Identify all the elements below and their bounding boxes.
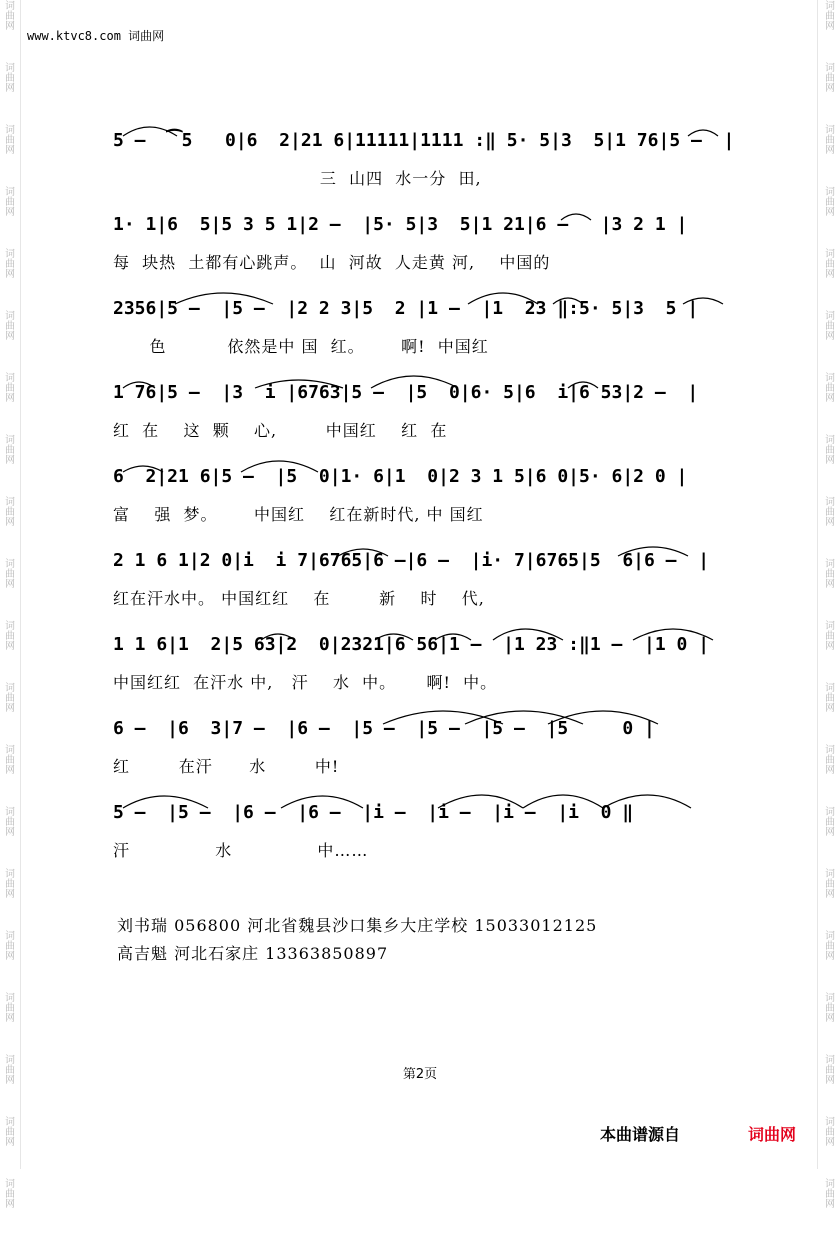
watermark-glyph: 网	[825, 269, 835, 280]
watermark-glyph: 曲	[825, 445, 835, 456]
watermark-glyph: 网	[5, 21, 15, 32]
watermark-glyph: 词	[825, 435, 835, 446]
watermark-unit	[823, 992, 837, 1054]
watermark-glyph: 曲	[825, 321, 835, 332]
score-row-notes: 1· 1|6 5|5 3 5 1|2 – |5· 5|3 5|1 21|6 – |3 2 1 |	[113, 214, 688, 235]
watermark-unit	[823, 1116, 837, 1178]
watermark-glyph: 词	[5, 559, 15, 570]
watermark-unit	[823, 186, 837, 248]
watermark-glyph: 词	[5, 621, 15, 632]
watermark-glyph: 曲	[825, 1189, 835, 1200]
watermark-unit	[3, 0, 17, 62]
watermark-glyph: 词	[5, 373, 15, 384]
watermark-glyph: 曲	[825, 693, 835, 704]
watermark-unit	[823, 0, 837, 62]
watermark-glyph: 词	[825, 1, 835, 12]
watermark-glyph: 曲	[5, 1127, 15, 1138]
watermark-glyph: 网	[5, 145, 15, 156]
watermark-unit	[823, 1178, 837, 1240]
page-number: 第2页	[402, 1067, 438, 1082]
watermark-glyph: 词	[825, 249, 835, 260]
watermark-glyph: 词	[5, 497, 15, 508]
score-row-4-notes	[113, 372, 763, 414]
watermark-glyph: 词	[825, 559, 835, 570]
watermark-glyph: 网	[5, 1137, 15, 1148]
watermark-unit	[3, 620, 17, 682]
watermark-glyph: 词	[5, 807, 15, 818]
watermark-glyph: 曲	[825, 197, 835, 208]
watermark-glyph: 网	[5, 889, 15, 900]
score-row-notes: 2 1 6 1|2 0|i i 7|6765|6 –|6 – |i· 7|6765|5 6|6 – |	[113, 550, 710, 571]
watermark-unit	[3, 1116, 17, 1178]
score-row-notes: 2356|5 – |5 – |2 2 3|5 2 |1 – |1 23 ‖:5· 5|3 5 |	[113, 298, 699, 319]
left-watermark-strip	[3, 0, 17, 1210]
watermark-glyph: 曲	[825, 259, 835, 270]
watermark-glyph: 词	[825, 125, 835, 136]
watermark-glyph: 网	[5, 517, 15, 528]
score-row-2-notes	[113, 204, 763, 246]
watermark-glyph: 词	[5, 745, 15, 756]
watermark-glyph: 网	[825, 145, 835, 156]
watermark-glyph: 曲	[5, 1065, 15, 1076]
watermark-unit	[3, 248, 17, 310]
watermark-glyph: 词	[5, 683, 15, 694]
watermark-unit	[823, 124, 837, 186]
watermark-unit	[3, 806, 17, 868]
contact-line-composer: 高吉魁 河北石家庄 13363850897	[117, 944, 389, 963]
watermark-unit	[823, 868, 837, 930]
watermark-glyph: 曲	[5, 755, 15, 766]
watermark-glyph: 曲	[5, 569, 15, 580]
score-row-3-lyrics: 色 依然是中 国 红。 啊! 中国红	[113, 337, 489, 356]
watermark-glyph: 曲	[5, 631, 15, 642]
watermark-unit	[823, 806, 837, 868]
watermark-unit	[823, 682, 837, 744]
contact-info	[117, 912, 597, 968]
watermark-glyph: 曲	[825, 755, 835, 766]
watermark-glyph: 词	[825, 373, 835, 384]
watermark-glyph: 网	[825, 641, 835, 652]
watermark-unit	[3, 124, 17, 186]
watermark-glyph: 词	[825, 1179, 835, 1190]
score-row-1-notes	[113, 120, 763, 162]
watermark-glyph: 词	[5, 1179, 15, 1190]
watermark-glyph: 曲	[5, 507, 15, 518]
watermark-glyph: 网	[825, 517, 835, 528]
watermark-glyph: 词	[825, 1055, 835, 1066]
watermark-glyph: 曲	[5, 941, 15, 952]
score-row-8-lyrics: 红 在汗 水 中!	[113, 757, 340, 776]
watermark-glyph: 网	[5, 641, 15, 652]
watermark-glyph: 网	[5, 393, 15, 404]
watermark-unit	[3, 62, 17, 124]
watermark-unit	[823, 372, 837, 434]
watermark-glyph: 词	[5, 1055, 15, 1066]
numbered-score	[113, 120, 763, 876]
watermark-glyph: 词	[5, 63, 15, 74]
watermark-unit	[823, 248, 837, 310]
watermark-glyph: 网	[5, 1013, 15, 1024]
watermark-glyph: 词	[825, 621, 835, 632]
watermark-glyph: 曲	[5, 11, 15, 22]
watermark-unit	[823, 744, 837, 806]
right-watermark-strip	[823, 0, 837, 1210]
watermark-glyph: 词	[825, 683, 835, 694]
watermark-unit	[3, 930, 17, 992]
watermark-glyph: 网	[825, 889, 835, 900]
watermark-glyph: 曲	[825, 1003, 835, 1014]
score-row-3-notes	[113, 288, 763, 330]
watermark-glyph: 网	[825, 21, 835, 32]
watermark-glyph: 网	[5, 1199, 15, 1210]
watermark-unit	[823, 434, 837, 496]
source-brand-link[interactable]: 词曲网	[748, 1125, 797, 1144]
watermark-glyph: 网	[5, 455, 15, 466]
watermark-glyph: 词	[825, 807, 835, 818]
watermark-unit	[823, 496, 837, 558]
watermark-glyph: 网	[825, 1137, 835, 1148]
site-url: www.ktvc8.com 词曲网	[27, 29, 165, 43]
watermark-glyph: 网	[825, 1013, 835, 1024]
watermark-glyph: 网	[825, 207, 835, 218]
watermark-unit	[823, 558, 837, 620]
watermark-glyph: 曲	[825, 1127, 835, 1138]
watermark-unit	[3, 682, 17, 744]
watermark-glyph: 词	[5, 1, 15, 12]
watermark-glyph: 曲	[5, 879, 15, 890]
watermark-unit	[3, 992, 17, 1054]
watermark-glyph: 网	[825, 703, 835, 714]
watermark-glyph: 词	[825, 993, 835, 1004]
watermark-glyph: 曲	[825, 383, 835, 394]
watermark-glyph: 曲	[825, 569, 835, 580]
watermark-glyph: 网	[5, 951, 15, 962]
watermark-glyph: 网	[5, 765, 15, 776]
score-row-6-notes	[113, 540, 763, 582]
score-row-5-lyrics: 富 强 梦。 中国红 红在新时代, 中 国红	[113, 505, 484, 524]
score-row-7-notes	[113, 624, 763, 666]
watermark-unit	[3, 558, 17, 620]
watermark-unit	[3, 1178, 17, 1240]
watermark-glyph: 曲	[825, 879, 835, 890]
watermark-glyph: 词	[825, 187, 835, 198]
score-row-notes: 6 – |6 3|7 – |6 – |5 – |5 – |5 – |5 0 |	[113, 718, 655, 739]
watermark-glyph: 词	[5, 869, 15, 880]
watermark-glyph: 曲	[5, 1189, 15, 1200]
watermark-glyph: 词	[825, 63, 835, 74]
score-row-notes: 5 – ⁀5 0|6 2|21 6|11111|1111 :‖ 5· 5|3 5|1 76|5 – |	[113, 130, 735, 151]
watermark-glyph: 网	[5, 1075, 15, 1086]
watermark-unit	[823, 620, 837, 682]
score-row-4-lyrics: 红 在 这 颗 心, 中国红 红 在	[113, 421, 448, 440]
watermark-unit	[3, 372, 17, 434]
watermark-glyph: 曲	[5, 817, 15, 828]
watermark-unit	[3, 434, 17, 496]
watermark-glyph: 网	[825, 393, 835, 404]
score-row-7-lyrics: 中国红红 在汗水 中, 汗 水 中。 啊! 中。	[113, 673, 498, 692]
watermark-glyph: 曲	[5, 321, 15, 332]
watermark-glyph: 网	[5, 827, 15, 838]
watermark-glyph: 词	[825, 869, 835, 880]
watermark-unit	[3, 186, 17, 248]
watermark-unit	[823, 310, 837, 372]
watermark-glyph: 词	[5, 435, 15, 446]
watermark-unit	[3, 496, 17, 558]
watermark-glyph: 词	[5, 931, 15, 942]
watermark-glyph: 曲	[5, 73, 15, 84]
watermark-glyph: 词	[5, 1117, 15, 1128]
watermark-glyph: 网	[825, 331, 835, 342]
watermark-glyph: 词	[825, 745, 835, 756]
watermark-glyph: 网	[5, 269, 15, 280]
watermark-glyph: 词	[5, 993, 15, 1004]
watermark-unit	[3, 868, 17, 930]
watermark-unit	[3, 744, 17, 806]
score-row-2-lyrics: 每 块热 土都有心跳声。 山 河故 人走黄 河, 中国的	[113, 253, 551, 272]
score-row-8-notes	[113, 708, 763, 750]
watermark-glyph: 曲	[825, 631, 835, 642]
watermark-glyph: 词	[825, 1117, 835, 1128]
watermark-unit	[823, 930, 837, 992]
score-row-6-lyrics: 红在汗水中。 中国红红 在 新 时 代,	[113, 589, 485, 608]
watermark-glyph: 曲	[825, 11, 835, 22]
watermark-glyph: 曲	[5, 693, 15, 704]
watermark-glyph: 曲	[5, 259, 15, 270]
watermark-glyph: 网	[5, 331, 15, 342]
source-label: 本曲谱源自	[600, 1125, 681, 1144]
watermark-glyph: 网	[825, 579, 835, 590]
watermark-glyph: 曲	[5, 383, 15, 394]
watermark-glyph: 曲	[825, 1065, 835, 1076]
watermark-glyph: 网	[5, 579, 15, 590]
watermark-glyph: 网	[5, 207, 15, 218]
watermark-glyph: 词	[825, 497, 835, 508]
watermark-glyph: 曲	[825, 507, 835, 518]
watermark-glyph: 网	[825, 765, 835, 776]
watermark-glyph: 网	[825, 455, 835, 466]
watermark-glyph: 词	[825, 311, 835, 322]
watermark-unit	[823, 62, 837, 124]
score-row-notes: 1 1 6|1 2|5 63|2 0|2321|6 56|1 – |1 23 :‖1 – |1 0 |	[113, 634, 710, 655]
watermark-glyph: 曲	[5, 445, 15, 456]
watermark-glyph: 网	[825, 951, 835, 962]
watermark-glyph: 网	[5, 703, 15, 714]
watermark-glyph: 曲	[825, 135, 835, 146]
watermark-glyph: 词	[5, 311, 15, 322]
score-row-notes: 5 – |5 – |6 – |6 – |i – |i – |i – |i 0 ‖	[113, 802, 634, 823]
watermark-glyph: 网	[825, 827, 835, 838]
score-row-9-notes	[113, 792, 763, 834]
score-row-notes: 1 76|5 – |3 i |6763|5 – |5 0|6· 5|6 i|6 53|2 – |	[113, 382, 699, 403]
watermark-glyph: 词	[5, 249, 15, 260]
watermark-glyph: 曲	[825, 817, 835, 828]
watermark-glyph: 网	[5, 83, 15, 94]
score-row-5-notes	[113, 456, 763, 498]
score-row-9-lyrics: 汗 水 中……	[113, 841, 369, 860]
watermark-glyph: 曲	[5, 197, 15, 208]
watermark-glyph: 曲	[5, 135, 15, 146]
watermark-glyph: 曲	[825, 73, 835, 84]
watermark-unit	[3, 310, 17, 372]
watermark-glyph: 词	[825, 931, 835, 942]
watermark-glyph: 词	[5, 187, 15, 198]
contact-line-lyricist: 刘书瑞 056800 河北省魏县沙口集乡大庄学校 15033012125	[117, 916, 598, 935]
watermark-glyph: 曲	[825, 941, 835, 952]
watermark-glyph: 网	[825, 83, 835, 94]
watermark-glyph: 曲	[5, 1003, 15, 1014]
score-row-notes: 6 2|21 6|5 – |5 0|1· 6|1 0|2 3 1 5|6 0|5· 6|2 0 |	[113, 466, 688, 487]
watermark-glyph: 网	[825, 1075, 835, 1086]
score-row-1-lyrics: 三 山四 水一分 田,	[113, 169, 482, 188]
watermark-glyph: 网	[825, 1199, 835, 1210]
watermark-glyph: 词	[5, 125, 15, 136]
